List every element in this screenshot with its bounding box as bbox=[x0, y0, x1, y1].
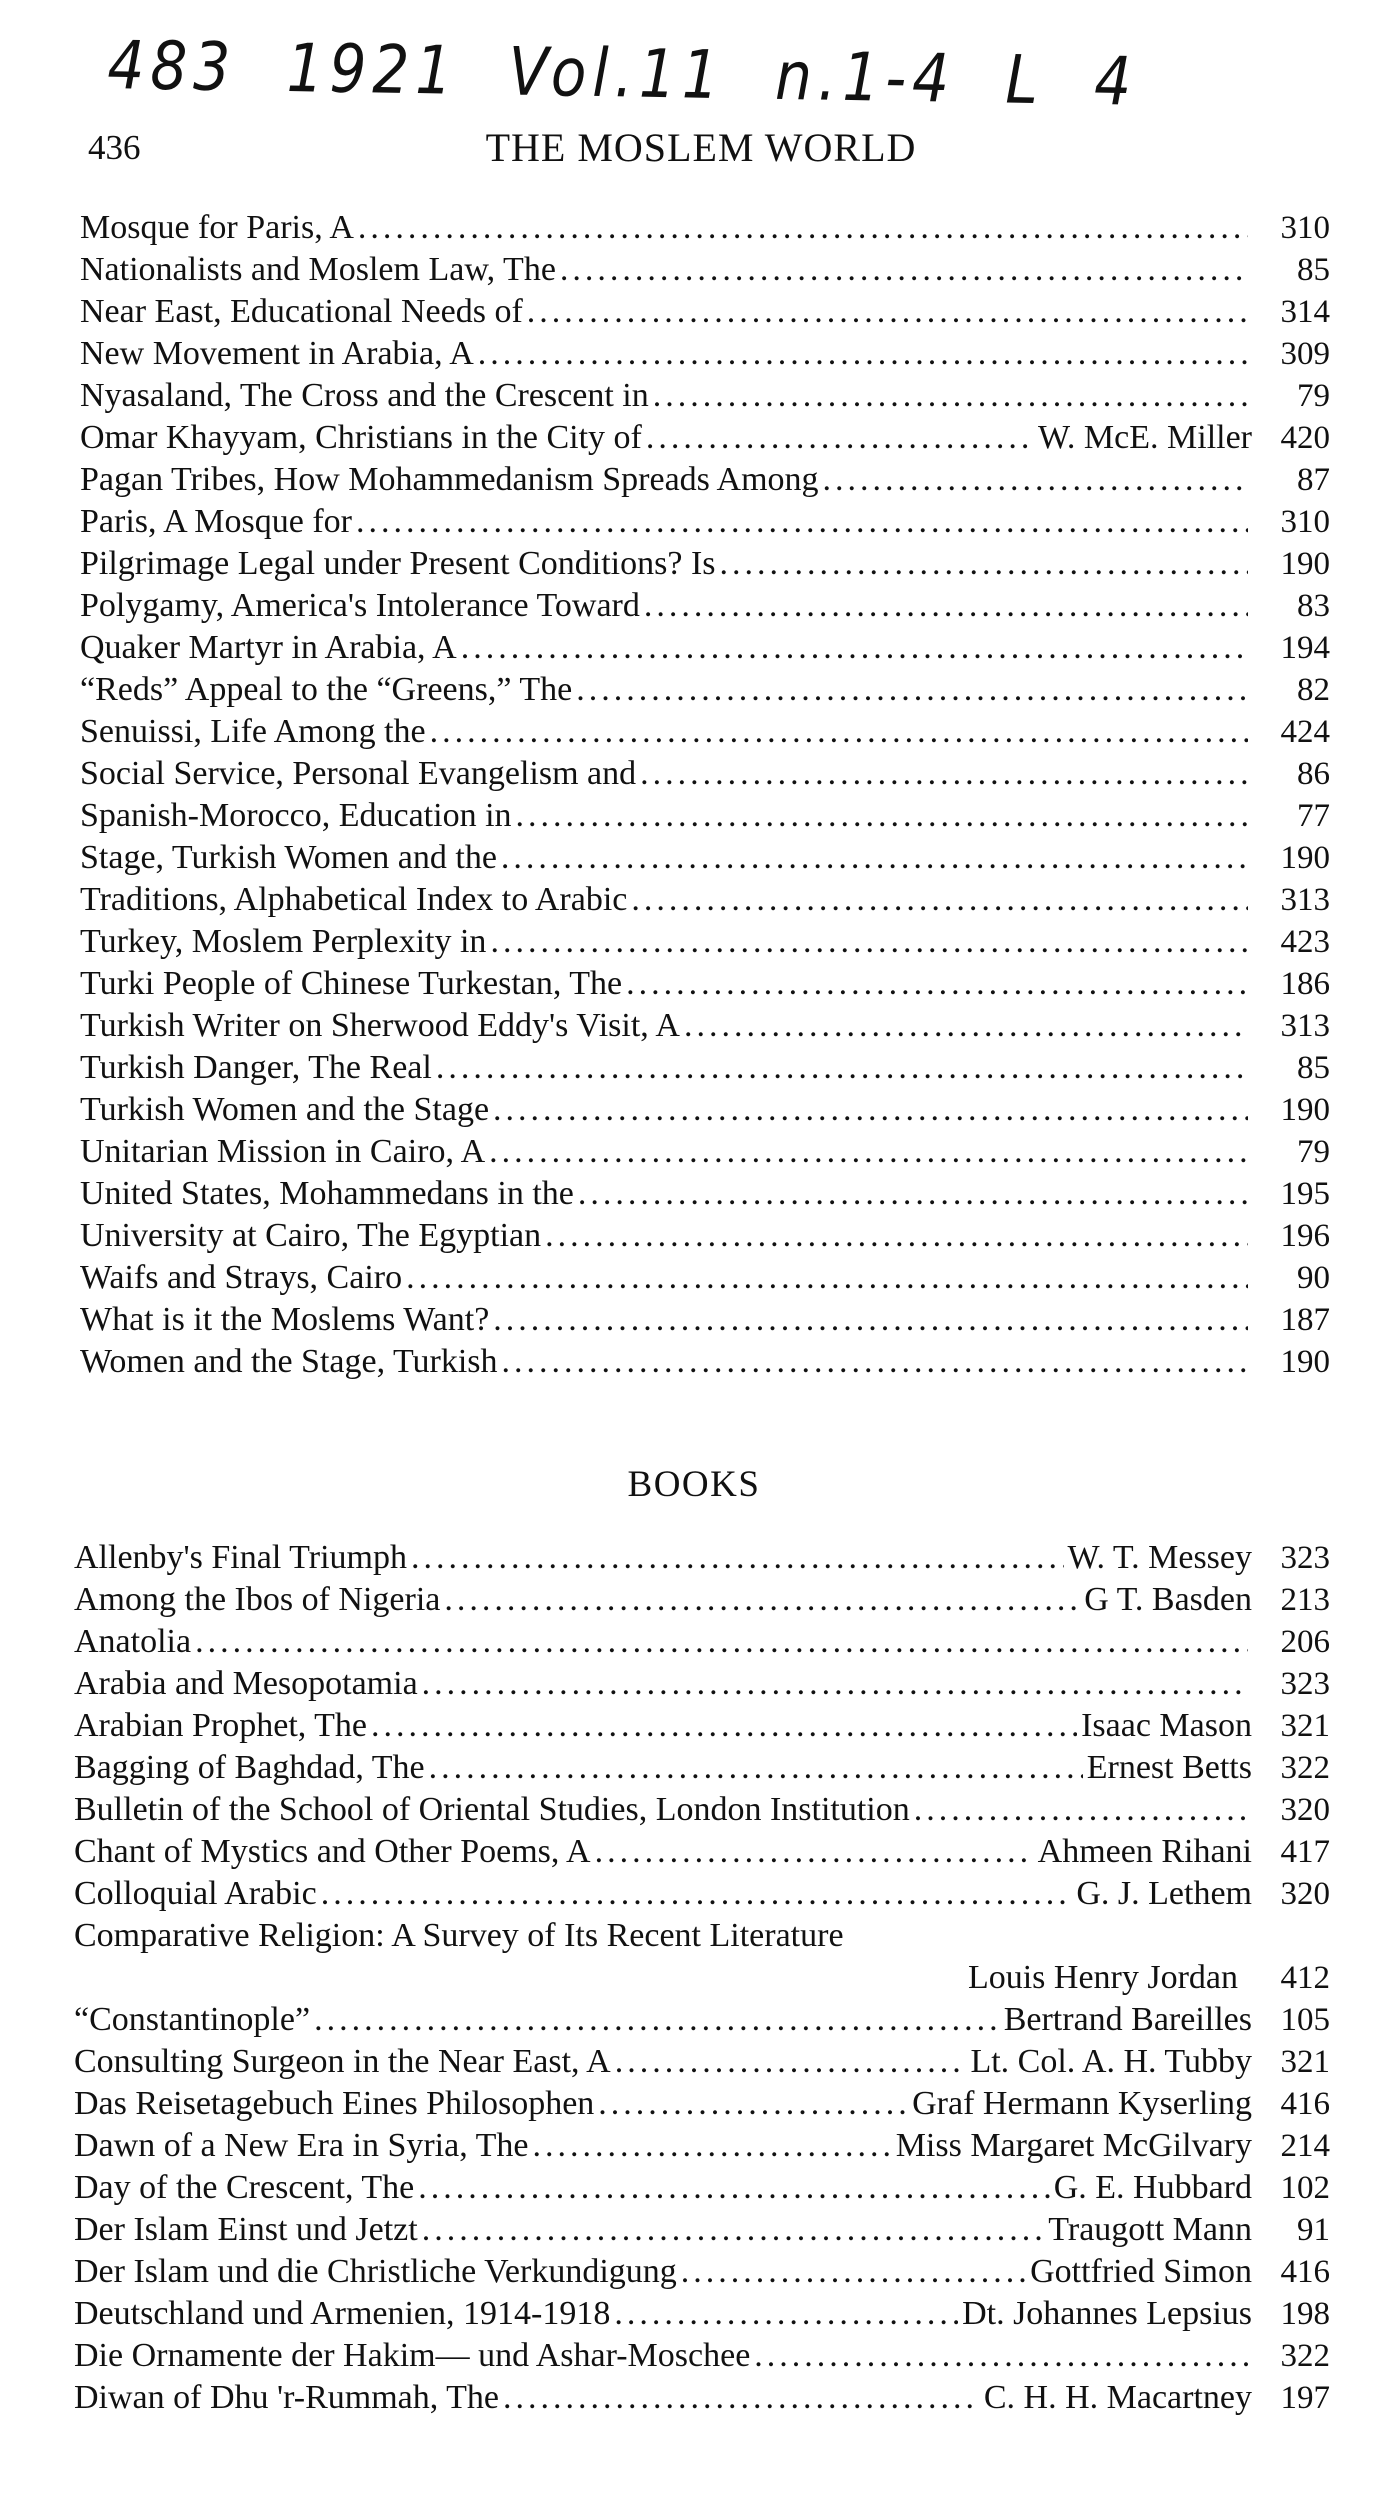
article-entry bbox=[80, 417, 1330, 459]
entry-title: Arabia and Mesopotamia bbox=[74, 1665, 418, 1702]
dot-leader bbox=[502, 1341, 1248, 1383]
book-entry bbox=[74, 1663, 1330, 1705]
article-entry bbox=[80, 795, 1330, 837]
entry-title: Anatolia bbox=[74, 1623, 192, 1660]
entry-page: 90 bbox=[1297, 1260, 1330, 1296]
entry-author: Lt. Col. A. H. Tubby bbox=[970, 2043, 1252, 2080]
article-entry bbox=[80, 627, 1330, 669]
dot-leader bbox=[684, 1005, 1248, 1047]
entry-author: Bertrand Bareilles bbox=[1003, 2001, 1252, 2038]
entry-title: Allenby's Final Triumph bbox=[74, 1539, 407, 1576]
entry-title: “Reds” Appeal to the “Greens,” The bbox=[80, 671, 573, 708]
dot-leader bbox=[444, 1579, 1080, 1621]
entry-title: Social Service, Personal Evangelism and bbox=[80, 755, 637, 792]
entry-title: Stage, Turkish Women and the bbox=[80, 839, 497, 876]
entry-page: 77 bbox=[1297, 798, 1330, 834]
article-entry bbox=[80, 1299, 1330, 1341]
dot-leader bbox=[422, 2209, 1045, 2251]
book-entry bbox=[74, 1621, 1330, 1663]
entry-page: 190 bbox=[1280, 840, 1330, 876]
entry-title: Quaker Martyr in Arabia, A bbox=[80, 629, 457, 666]
entry-author: Gottfried Simon bbox=[1030, 2253, 1252, 2290]
entry-page: 194 bbox=[1280, 630, 1330, 666]
dot-leader bbox=[595, 1831, 1034, 1873]
article-entry bbox=[80, 585, 1330, 627]
dot-leader bbox=[490, 921, 1248, 963]
article-entry bbox=[80, 963, 1330, 1005]
dot-leader bbox=[823, 459, 1248, 501]
entry-title: Bagging of Baghdad, The bbox=[74, 1749, 425, 1786]
entry-title: Dawn of a New Era in Syria, The bbox=[74, 2127, 529, 2164]
entry-title: Turkish Writer on Sherwood Eddy's Visit, A bbox=[80, 1007, 680, 1044]
entry-title: Turkish Women and the Stage bbox=[80, 1091, 490, 1128]
entry-title: Consulting Surgeon in the Near East, A bbox=[74, 2043, 611, 2080]
dot-leader bbox=[754, 2335, 1248, 2377]
article-entry bbox=[80, 1005, 1330, 1047]
book-entry bbox=[74, 1579, 1330, 1621]
article-entry bbox=[80, 669, 1330, 711]
dot-leader bbox=[646, 417, 1034, 459]
book-entry bbox=[74, 2251, 1330, 2293]
dot-leader bbox=[418, 2167, 1050, 2209]
entry-title: Spanish-Morocco, Education in bbox=[80, 797, 512, 834]
entry-author: G. E. Hubbard bbox=[1053, 2169, 1252, 2206]
dot-leader bbox=[358, 207, 1248, 249]
entry-page: 323 bbox=[1280, 1666, 1330, 1702]
entry-title: Unitarian Mission in Cairo, A bbox=[80, 1133, 486, 1170]
book-entry bbox=[74, 2083, 1330, 2125]
dot-leader bbox=[626, 963, 1248, 1005]
entry-title: Turkey, Moslem Perplexity in bbox=[80, 923, 487, 960]
entry-author: Isaac Mason bbox=[1081, 1707, 1252, 1744]
entry-title: Turki People of Chinese Turkestan, The bbox=[80, 965, 623, 1002]
entry-page: 420 bbox=[1280, 420, 1330, 456]
article-entry bbox=[80, 1131, 1330, 1173]
entry-page: 83 bbox=[1297, 588, 1330, 624]
entry-title: University at Cairo, The Egyptian bbox=[80, 1217, 542, 1254]
entry-page: 87 bbox=[1297, 462, 1330, 498]
entry-title: Comparative Religion: A Survey of Its Recent Literature bbox=[74, 1917, 844, 1954]
entry-author: G. J. Lethem bbox=[1076, 1875, 1252, 1912]
dot-leader bbox=[429, 1747, 1083, 1789]
entry-title: Das Reisetagebuch Eines Philosophen bbox=[74, 2085, 595, 2122]
entry-title: Pilgrimage Legal under Present Conditions? Is bbox=[80, 545, 716, 582]
book-entry bbox=[74, 2293, 1330, 2335]
book-entry bbox=[74, 1873, 1330, 1915]
entry-page: 416 bbox=[1280, 2086, 1330, 2122]
entry-title: Mosque for Paris, A bbox=[80, 209, 354, 246]
running-head: THE MOSLEM WORLD bbox=[485, 125, 917, 170]
entry-title: Der Islam Einst und Jetzt bbox=[74, 2211, 418, 2248]
entry-page: 198 bbox=[1280, 2296, 1330, 2332]
entry-page: 423 bbox=[1280, 924, 1330, 960]
entry-page: 322 bbox=[1280, 1750, 1330, 1786]
entry-author: Ahmeen Rihani bbox=[1037, 1833, 1252, 1870]
books-heading: BOOKS bbox=[627, 1464, 761, 1505]
article-entry bbox=[80, 1215, 1330, 1257]
entry-page: 309 bbox=[1280, 336, 1330, 372]
book-entry bbox=[74, 2335, 1330, 2377]
dot-leader bbox=[631, 879, 1248, 921]
dot-leader bbox=[598, 2083, 908, 2125]
entry-title: Paris, A Mosque for bbox=[80, 503, 352, 540]
entry-title: Colloquial Arabic bbox=[74, 1875, 317, 1912]
entry-title: Pagan Tribes, How Mohammedanism Spreads Among bbox=[80, 461, 819, 498]
book-entry bbox=[74, 2377, 1330, 2419]
entry-page: 91 bbox=[1297, 2212, 1330, 2248]
dot-leader bbox=[681, 2251, 1026, 2293]
entry-page: 85 bbox=[1297, 252, 1330, 288]
article-entry bbox=[80, 333, 1330, 375]
page-number: 436 bbox=[88, 128, 141, 167]
entry-title: Diwan of Dhu 'r-Rummah, The bbox=[74, 2379, 500, 2416]
entry-title: Senuissi, Life Among the bbox=[80, 713, 426, 750]
dot-leader bbox=[532, 2125, 891, 2167]
book-entry bbox=[74, 1705, 1330, 1747]
entry-page: 417 bbox=[1280, 1834, 1330, 1870]
dot-leader bbox=[720, 543, 1249, 585]
entry-page: 85 bbox=[1297, 1050, 1330, 1086]
book-entry bbox=[74, 2125, 1330, 2167]
dot-leader bbox=[371, 1705, 1077, 1747]
entry-page: 82 bbox=[1297, 672, 1330, 708]
entry-author: Dt. Johannes Lepsius bbox=[962, 2295, 1252, 2332]
dot-leader bbox=[195, 1621, 1248, 1663]
book-entry bbox=[74, 1537, 1330, 1579]
entry-page: 310 bbox=[1280, 210, 1330, 246]
entry-page: 190 bbox=[1280, 1344, 1330, 1380]
dot-leader bbox=[489, 1131, 1248, 1173]
article-entry bbox=[80, 459, 1330, 501]
entry-page: 195 bbox=[1280, 1176, 1330, 1212]
article-entry bbox=[80, 1047, 1330, 1089]
entry-author: Graf Hermann Kyserling bbox=[912, 2085, 1252, 2122]
dot-leader bbox=[560, 249, 1248, 291]
dot-leader bbox=[493, 1089, 1248, 1131]
entry-title: What is it the Moslems Want? bbox=[80, 1301, 490, 1338]
dot-leader bbox=[615, 2041, 967, 2083]
entry-page: 412 bbox=[1280, 1960, 1330, 1996]
entry-page: 322 bbox=[1280, 2338, 1330, 2374]
entry-title: United States, Mohammedans in the bbox=[80, 1175, 574, 1212]
entry-page: 321 bbox=[1280, 2044, 1330, 2080]
dot-leader bbox=[493, 1299, 1248, 1341]
dot-leader bbox=[430, 711, 1248, 753]
entry-page: 424 bbox=[1280, 714, 1330, 750]
book-entry bbox=[74, 2041, 1330, 2083]
entry-title: Near East, Educational Needs of bbox=[80, 293, 523, 330]
article-entry bbox=[80, 501, 1330, 543]
entry-page: 313 bbox=[1280, 882, 1330, 918]
articles-index-list bbox=[80, 207, 1330, 1383]
book-entry bbox=[74, 1831, 1330, 1873]
dot-leader bbox=[501, 837, 1248, 879]
entry-title: Waifs and Strays, Cairo bbox=[80, 1259, 403, 1296]
dot-leader bbox=[614, 2293, 958, 2335]
dot-leader bbox=[640, 753, 1248, 795]
entry-page: 416 bbox=[1280, 2254, 1330, 2290]
entry-page: 214 bbox=[1280, 2128, 1330, 2164]
book-entry bbox=[74, 1747, 1330, 1789]
book-entry bbox=[74, 2167, 1330, 2209]
dot-leader bbox=[461, 627, 1248, 669]
dot-leader bbox=[503, 2377, 980, 2419]
entry-title: Traditions, Alphabetical Index to Arabic bbox=[80, 881, 628, 918]
dot-leader bbox=[478, 333, 1248, 375]
dot-leader bbox=[527, 291, 1248, 333]
entry-title: Die Ornamente der Hakim— und Ashar-Moschee bbox=[74, 2337, 751, 2374]
entry-page: 314 bbox=[1280, 294, 1330, 330]
article-entry bbox=[80, 207, 1330, 249]
dot-leader bbox=[653, 375, 1248, 417]
entry-page: 79 bbox=[1297, 1134, 1330, 1170]
entry-author: G T. Basden bbox=[1084, 1581, 1252, 1618]
article-entry bbox=[80, 1089, 1330, 1131]
entry-page: 320 bbox=[1280, 1876, 1330, 1912]
book-entry bbox=[74, 1999, 1330, 2041]
article-entry bbox=[80, 879, 1330, 921]
article-entry bbox=[80, 291, 1330, 333]
book-entry bbox=[74, 1915, 1330, 1999]
article-entry bbox=[80, 543, 1330, 585]
entry-page: 79 bbox=[1297, 378, 1330, 414]
dot-leader bbox=[411, 1537, 1064, 1579]
article-entry bbox=[80, 837, 1330, 879]
entry-page: 213 bbox=[1280, 1582, 1330, 1618]
dot-leader bbox=[576, 669, 1248, 711]
entry-title: Chant of Mystics and Other Poems, A bbox=[74, 1833, 591, 1870]
entry-title: Women and the Stage, Turkish bbox=[80, 1343, 498, 1380]
entry-title: “Constantinople” bbox=[74, 2001, 311, 2038]
entry-page: 105 bbox=[1280, 2002, 1330, 2038]
entry-title: Arabian Prophet, The bbox=[74, 1707, 368, 1744]
entry-title: Nyasaland, The Cross and the Crescent in bbox=[80, 377, 649, 414]
entry-title: Among the Ibos of Nigeria bbox=[74, 1581, 441, 1618]
entry-author: Miss Margaret McGilvary bbox=[895, 2127, 1252, 2164]
entry-page: 321 bbox=[1280, 1708, 1330, 1744]
entry-page: 323 bbox=[1280, 1540, 1330, 1576]
dot-leader bbox=[321, 1873, 1073, 1915]
entry-page: 197 bbox=[1280, 2380, 1330, 2416]
books-index-list bbox=[74, 1537, 1330, 2419]
article-entry bbox=[80, 711, 1330, 753]
article-entry bbox=[80, 1173, 1330, 1215]
entry-page: 320 bbox=[1280, 1792, 1330, 1828]
entry-page: 310 bbox=[1280, 504, 1330, 540]
entry-title: Polygamy, America's Intolerance Toward bbox=[80, 587, 640, 624]
entry-author: W. T. Messey bbox=[1067, 1539, 1252, 1576]
entry-page: 313 bbox=[1280, 1008, 1330, 1044]
article-entry bbox=[80, 1341, 1330, 1383]
article-entry bbox=[80, 375, 1330, 417]
handwritten-note: 483 1921 Vol.11 n.1-4 L 4 bbox=[107, 26, 1138, 121]
entry-page: 187 bbox=[1280, 1302, 1330, 1338]
entry-title: Bulletin of the School of Oriental Studies, London Institution bbox=[74, 1791, 910, 1828]
entry-page: 102 bbox=[1280, 2170, 1330, 2206]
entry-title: Der Islam und die Christliche Verkundigung bbox=[74, 2253, 677, 2290]
entry-title: Turkish Danger, The Real bbox=[80, 1049, 432, 1086]
entry-page: 86 bbox=[1297, 756, 1330, 792]
dot-leader bbox=[516, 795, 1248, 837]
entry-title: Deutschland und Armenien, 1914-1918 bbox=[74, 2295, 611, 2332]
entry-title: Omar Khayyam, Christians in the City of bbox=[80, 419, 642, 456]
article-entry bbox=[80, 753, 1330, 795]
dot-leader bbox=[422, 1663, 1248, 1705]
dot-leader bbox=[914, 1789, 1248, 1831]
entry-title: Nationalists and Moslem Law, The bbox=[80, 251, 556, 288]
entry-page: 186 bbox=[1280, 966, 1330, 1002]
entry-author: W. McE. Miller bbox=[1037, 419, 1252, 456]
article-entry bbox=[80, 921, 1330, 963]
entry-page: 190 bbox=[1280, 546, 1330, 582]
book-entry bbox=[74, 2209, 1330, 2251]
entry-page: 196 bbox=[1280, 1218, 1330, 1254]
entry-author: Louis Henry Jordan bbox=[967, 1959, 1238, 1996]
article-entry bbox=[80, 249, 1330, 291]
dot-leader bbox=[314, 1999, 1000, 2041]
dot-leader bbox=[356, 501, 1248, 543]
dot-leader bbox=[436, 1047, 1248, 1089]
dot-leader bbox=[644, 585, 1248, 627]
entry-author: Traugott Mann bbox=[1048, 2211, 1252, 2248]
dot-leader bbox=[578, 1173, 1248, 1215]
article-entry bbox=[80, 1257, 1330, 1299]
book-entry bbox=[74, 1789, 1330, 1831]
entry-author: Ernest Betts bbox=[1086, 1749, 1252, 1786]
dot-leader bbox=[545, 1215, 1248, 1257]
dot-leader bbox=[406, 1257, 1248, 1299]
entry-title: New Movement in Arabia, A bbox=[80, 335, 474, 372]
entry-page: 190 bbox=[1280, 1092, 1330, 1128]
entry-author: C. H. H. Macartney bbox=[983, 2379, 1252, 2416]
entry-page: 206 bbox=[1280, 1624, 1330, 1660]
entry-title: Day of the Crescent, The bbox=[74, 2169, 415, 2206]
